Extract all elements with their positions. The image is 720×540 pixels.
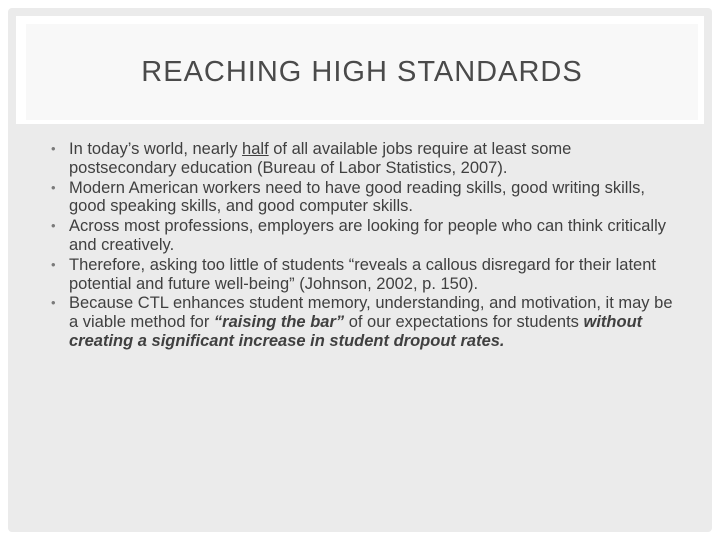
slide-title: REACHING HIGH STANDARDS [141,55,583,88]
bullet-item [48,256,678,294]
bullet-text: of all available jobs require at least some postsecondary education (Bureau of Labor Statistics, 2007). [69,140,572,177]
underlined-text: half [242,140,269,158]
title-area [26,24,698,120]
emphasized-text: without creating a significant increase in student dropout rates. [69,313,643,350]
bullet-item [48,294,678,350]
bullet-text: of our expectations for students [344,313,584,332]
bullet-item [48,217,678,255]
bullet-item [48,179,678,217]
emphasized-text: “raising the bar” [213,313,345,332]
bullet-list [48,140,678,351]
bullet-text: Across most professions, employers are looking for people who can think critically and creatively. [69,217,667,254]
slide-body [48,140,678,352]
bullet-item [48,140,678,178]
bullet-text: Therefore, asking too little of students “reveals a callous disregard for their latent potential and future well-being” (Johnson, 2002, p. 150). [69,255,656,293]
bullet-text: Modern American workers need to have good reading skills, good writing skills, good speaking skills, and good computer skills. [69,178,645,216]
bullet-text: Because CTL enhances student memory, understanding, and motivation, it may be a viable method for [69,294,673,332]
bullet-text: In today’s world, nearly [69,140,243,158]
